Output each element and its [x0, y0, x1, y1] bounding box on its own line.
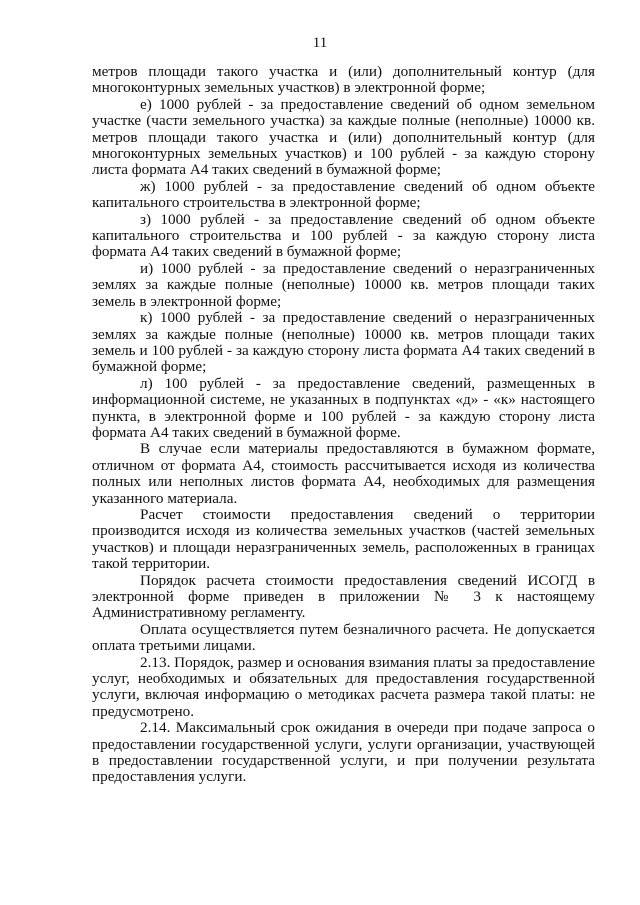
- paragraph-item-k: к) 1000 рублей - за предоставление сведений о неразграниченных землях за каждые полные (неполные) 10000 кв. метров площади таких земель и 100 рублей - за каждую сторону листа формата А4 таких сведений в бумажной форме;: [92, 309, 595, 376]
- paragraph-paper-format: В случае если материалы предоставляются в бумажном формате, отличном от формата А4, стоимость рассчитывается исходя из количества полных или неполных листов формата А4, необходимых для размещения указанного материала.: [92, 440, 595, 507]
- paragraph-section-2-14: 2.14. Максимальный срок ожидания в очереди при подаче запроса о предоставлении государственной услуги, услуги организации, участвующей в предоставлении государственной услуги, и при получении результата предоставления услуги.: [92, 719, 595, 786]
- paragraph-continuation: метров площади такого участка и (или) дополнительный контур (для многоконтурных земельных участков) в электронной форме;: [92, 63, 595, 97]
- paragraph-item-i: и) 1000 рублей - за предоставление сведений о неразграниченных землях за каждые полные (неполные) 10000 кв. метров площади таких земель в электронной форме;: [92, 259, 595, 310]
- paragraph-item-zh: ж) 1000 рублей - за предоставление сведений об одном объекте капитального строительства в электронной форме;: [92, 177, 595, 212]
- paragraph-territory-calculation: Расчет стоимости предоставления сведений о территории производится исходя из количества земельных участков (частей земельных участков) и площади неразграниченных земель, расположенных в границах такой территории.: [92, 505, 595, 573]
- paragraph-payment-method: Оплата осуществляется путем безналичного расчета. Не допускается оплата третьими лицами.: [92, 620, 595, 655]
- page-number: 11: [312, 35, 328, 51]
- document-body: [92, 64, 595, 786]
- paragraph-calculation-procedure: Порядок расчета стоимости предоставления сведений ИСОГД в электронной форме приведен в приложении № 3 к настоящему Административному регламенту.: [92, 571, 595, 622]
- paragraph-item-z: з) 1000 рублей - за предоставление сведений об одном объекте капитального строительства и 100 рублей - за каждую сторону листа формата А4 таких сведений в бумажной форме;: [92, 210, 595, 261]
- paragraph-section-2-13: 2.13. Порядок, размер и основания взимания платы за предоставление услуг, необходимых и обязательных для предоставления государственной услуги, включая информацию о методиках расчета размера такой платы: не предусмотрено.: [92, 653, 595, 720]
- paragraph-item-l: л) 100 рублей - за предоставление сведений, размещенных в информационной системе, не указанных в подпунктах «д» - «к» настоящего пункта, в электронной форме и 100 рублей - за каждую сторону листа формата А4 таких сведений в бумажной форме.: [92, 374, 595, 441]
- paragraph-item-e: е) 1000 рублей - за предоставление сведений об одном земельном участке (части земельного участка) за каждые полные (неполные) 10000 кв. метров площади такого участка и (или) дополнительный контур (для многоконтурных земельных участков) и 100 рублей - за каждую сторону листа формата А4 таких сведений в бумажной форме;: [92, 95, 595, 179]
